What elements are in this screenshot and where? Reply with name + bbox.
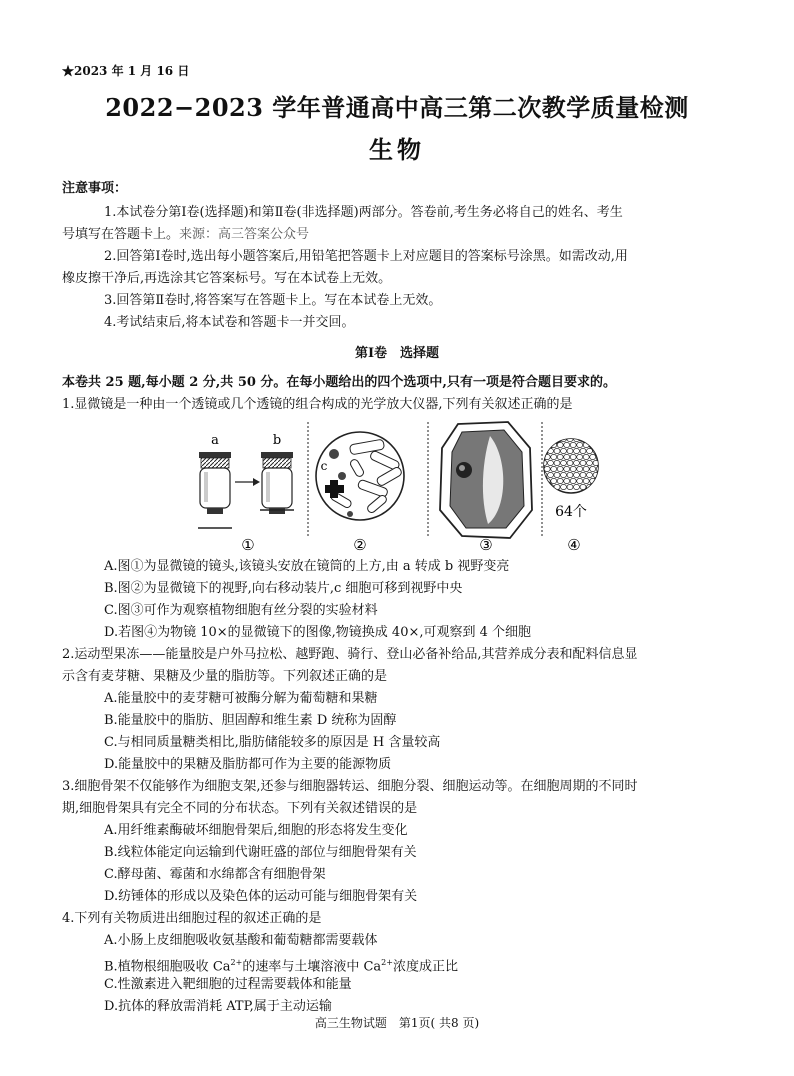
cell <box>544 466 550 471</box>
cell <box>551 454 557 459</box>
note-1-line-2-text: 号填写在答题卡上。 <box>62 227 180 242</box>
exam-title: 2022−2023 学年普通高中高三第二次教学质量检测 <box>105 93 689 122</box>
q4-b-text-3: 浓度成正比 <box>392 959 458 975</box>
cell <box>557 478 563 483</box>
section-title: 第Ⅰ卷 选择题 <box>354 346 440 361</box>
cell <box>567 448 573 453</box>
figure-number-4: ④ <box>567 536 581 554</box>
cell <box>564 442 570 447</box>
cell <box>548 472 554 477</box>
cell <box>590 466 596 471</box>
cell <box>583 466 589 471</box>
cell <box>593 484 599 489</box>
cell <box>554 460 560 465</box>
cell <box>564 478 570 483</box>
q4-b-sup-2: 2+ <box>381 958 393 967</box>
cell <box>561 472 567 477</box>
q1-option-c: C.图③可作为观察植物细胞有丝分裂的实验材料 <box>104 603 378 618</box>
cell <box>587 436 593 441</box>
note-2-line-2: 橡皮擦干净后,再选涂其它答案标号。写在本试卷上无效。 <box>62 271 392 286</box>
cell <box>574 448 580 453</box>
cell <box>554 436 560 441</box>
figure-panel-2-field-of-view <box>316 432 404 554</box>
cell <box>548 436 554 441</box>
q2-option-a: A.能量胶中的麦芽糖可被酶分解为葡萄糖和果糖 <box>104 691 378 706</box>
cell <box>564 454 570 459</box>
figure-panel-1-lenses <box>198 433 294 554</box>
cell <box>570 442 576 447</box>
cell <box>557 454 563 459</box>
cell <box>596 442 602 447</box>
cell <box>574 472 580 477</box>
q4-option-c: C.性激素进入靶细胞的过程需要载体和能量 <box>104 977 352 992</box>
q1-stem: 1.显微镜是一种由一个透镜或几个透镜的组合构成的光学放大仪器,下列有关叙述正确的是 <box>62 397 573 412</box>
cell <box>554 484 560 489</box>
cell <box>596 478 602 483</box>
figure-number-2: ② <box>353 536 367 554</box>
cell <box>557 442 563 447</box>
q4-stem: 4.下列有关物质进出细胞过程的叙述正确的是 <box>62 911 322 926</box>
q1-figure <box>190 418 610 556</box>
cell <box>574 460 580 465</box>
q2-option-b: B.能量胶中的脂肪、胆固醇和维生素 D 统称为固醇 <box>104 713 397 728</box>
figure-number-1: ① <box>241 536 255 554</box>
q3-option-d: D.纺锤体的形成以及染色体的运动可能与细胞骨架有关 <box>104 889 418 904</box>
note-3: 3.回答第Ⅱ卷时,将答案写在答题卡上。写在本试卷上无效。 <box>104 293 442 308</box>
cell <box>577 466 583 471</box>
exam-subject: 生物 <box>369 135 425 164</box>
q3-option-a: A.用纤维素酶破坏细胞骨架后,细胞的形态将发生变化 <box>104 823 408 838</box>
cell <box>587 484 593 489</box>
cell <box>554 448 560 453</box>
q4-option-d: D.抗体的释放需消耗 ATP,属于主动运输 <box>104 999 332 1014</box>
q2-stem-line-2: 示含有麦芽糖、果糖及少量的脂肪等。下列叙述正确的是 <box>62 669 388 684</box>
note-1-line-1: 1.本试卷分第Ⅰ卷(选择题)和第Ⅱ卷(非选择题)两部分。答卷前,考生务必将自己的姓名、考生 <box>104 205 623 220</box>
cell <box>567 460 573 465</box>
cell <box>583 478 589 483</box>
cell <box>596 466 602 471</box>
q3-option-b: B.线粒体能定向运输到代谢旺盛的部位与细胞骨架有关 <box>104 845 417 860</box>
cell <box>548 460 554 465</box>
q2-option-c: C.与相同质量糖类相比,脂肪储能较多的原因是 H 含量较高 <box>104 735 441 750</box>
q3-option-c: C.酵母菌、霉菌和水绵都含有细胞骨架 <box>104 867 326 882</box>
cell <box>570 454 576 459</box>
cell <box>577 442 583 447</box>
note-4: 4.考试结束后,将本试卷和答题卡一并交回。 <box>104 315 355 330</box>
cell <box>544 442 550 447</box>
cell <box>590 454 596 459</box>
cell <box>593 436 599 441</box>
cell <box>580 448 586 453</box>
cell <box>561 448 567 453</box>
page-footer: 高三生物试题 第1页( 共8 页) <box>314 1016 480 1030</box>
q4-b-sup-1: 2+ <box>230 958 243 967</box>
q2-option-d: D.能量胶中的果糖及脂肪都可作为主要的能源物质 <box>104 757 392 772</box>
q3-stem-line-2: 期,细胞骨架具有完全不同的分布状态。下列有关叙述错误的是 <box>62 801 418 816</box>
cell <box>564 466 570 471</box>
q4-b-text-1: B.植物根细胞吸收 Ca <box>104 959 231 975</box>
exam-date: ★2023 年 1 月 16 日 <box>62 64 190 78</box>
q4-option-a: A.小肠上皮细胞吸收氨基酸和葡萄糖都需要载体 <box>104 933 378 948</box>
cell <box>587 472 593 477</box>
cell <box>570 478 576 483</box>
q4-b-text-2: 的速率与土壤溶液中 Ca <box>242 959 382 975</box>
q3-stem-line-1: 3.细胞骨架不仅能够作为细胞支架,还参与细胞器转运、细胞分裂、细胞运动等。在细胞周期的不同时 <box>62 779 638 794</box>
lens-b <box>260 452 294 514</box>
cell <box>567 484 573 489</box>
cell <box>567 472 573 477</box>
cell <box>574 484 580 489</box>
cell <box>583 454 589 459</box>
cell <box>577 478 583 483</box>
notes-heading: 注意事项： <box>62 181 128 196</box>
source-watermark: 来源：高三答案公众号 <box>179 227 310 242</box>
q1-option-d: D.若图④为物镜 10×的显微镜下的图像,物镜换成 40×,可观察到 4 个细胞 <box>104 625 532 640</box>
q2-stem-line-1: 2.运动型果冻——能量胶是户外马拉松、越野跑、骑行、登山必备补给品,其营养成分表和配料信息显 <box>62 647 638 662</box>
lens-a <box>198 452 232 528</box>
label-c: c <box>320 459 328 473</box>
cell <box>551 478 557 483</box>
cell <box>557 466 563 471</box>
cell <box>561 460 567 465</box>
q1-option-b: B.图②为显微镜下的视野,向右移动装片,c 细胞可移到视野中央 <box>104 581 463 596</box>
figure-panel-3-plant-cell <box>440 422 532 554</box>
label-a: a <box>211 433 219 448</box>
cell <box>554 472 560 477</box>
cell <box>580 484 586 489</box>
figure-panel-4-cells <box>541 436 602 554</box>
note-1-line-2 <box>62 224 309 246</box>
arrow-a-to-b <box>235 478 260 486</box>
cell <box>577 454 583 459</box>
note-2-line-1: 2.回答第Ⅰ卷时,选出每小题答案后,用铅笔把答题卡上对应题目的答案标号涂黑。如需改动,用 <box>104 249 628 264</box>
cell <box>548 484 554 489</box>
cell-count-label: 64个 <box>555 504 587 520</box>
cell <box>587 460 593 465</box>
q1-option-a: A.图①为显微镜的镜头,该镜头安放在镜筒的上方,由 a 转成 b 视野变亮 <box>104 559 510 574</box>
label-b: b <box>272 433 282 448</box>
cell <box>561 484 567 489</box>
cell <box>580 472 586 477</box>
cell <box>570 466 576 471</box>
cell <box>551 466 557 471</box>
cell <box>587 448 593 453</box>
section-intro: 本卷共 25 题,每小题 2 分,共 50 分。在每小题给出的四个选项中,只有一项是符合题目要求的。 <box>62 375 616 390</box>
figure-number-3: ③ <box>479 536 493 554</box>
cell <box>580 460 586 465</box>
